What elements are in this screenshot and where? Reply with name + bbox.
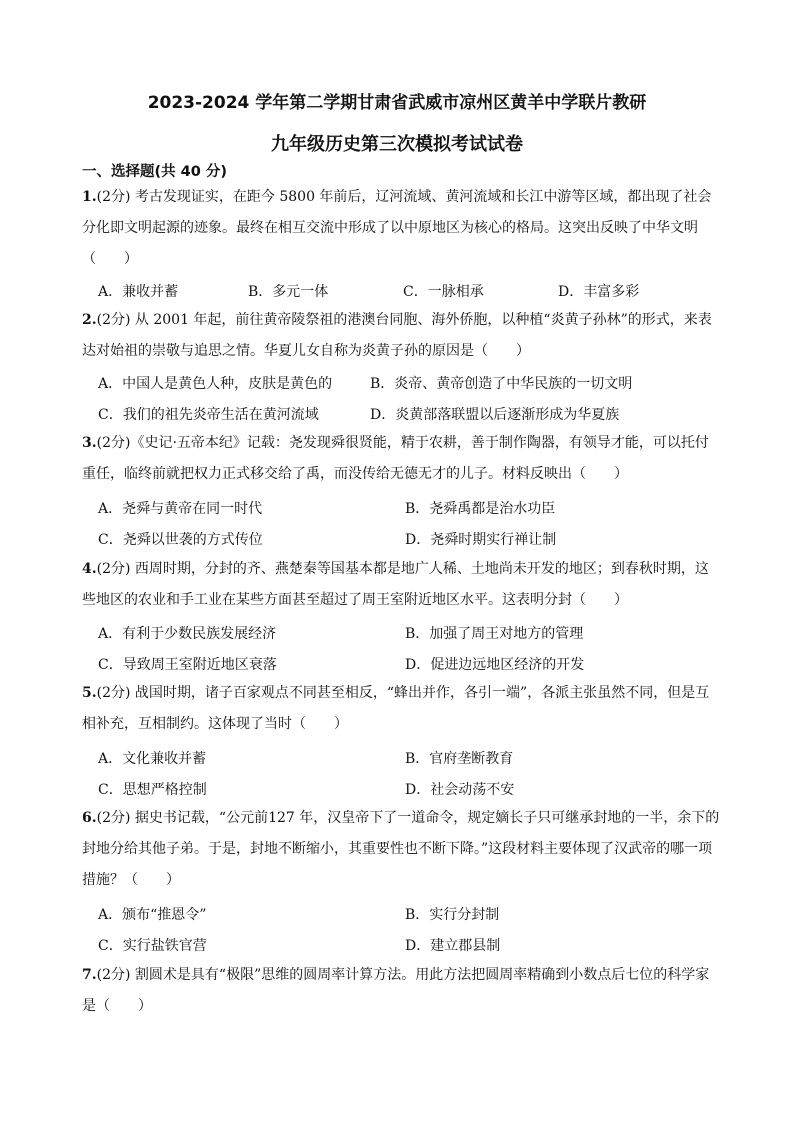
question-number: 3. [82, 435, 97, 451]
option-b: B．加强了周王对地方的管理 [405, 626, 584, 642]
option-c: C．思想严格控制 [98, 782, 207, 798]
question-2-options [98, 373, 718, 403]
question-text: (2分) 战国时期，诸子百家观点不同甚至相反，“蜂出并作，各引一端”，各派主张虽然不同，但是互相补充，互相制约。这体现了当时（ ） [82, 685, 710, 732]
question-5 [82, 678, 722, 740]
question-7 [82, 960, 722, 1022]
question-text: (2分)《史记·五帝本纪》记载：尧发现舜很贤能，精于农耕，善于制作陶器，有领导才能，可以托付重任，临终前就把权力正式移交给了禹，而没传给无德无才的儿子。材料反映出（ ） [82, 435, 709, 482]
option-a: A．兼收并蓄 [98, 284, 179, 300]
section-heading: 一、选择题(共 40 分) [82, 164, 228, 180]
option-d: D．丰富多彩 [558, 284, 640, 300]
option-c: C．尧舜以世袭的方式传位 [98, 532, 263, 548]
question-text: (2分) 据史书记载，“公元前127 年，汉皇帝下了一道命令，规定嫡长子只可继承封地的一半，余下的封地分给其他子弟。于是，封地不断缩小，其重要性也不断下降。”这段材料主要体现了汉武帝的哪一项措施？（ ） [82, 810, 720, 888]
option-b: B．炎帝、黄帝创造了中华民族的一切文明 [370, 376, 633, 392]
option-d: D．建立郡县制 [405, 938, 501, 954]
question-6-options [98, 904, 718, 934]
question-number: 7. [82, 967, 97, 983]
option-a: A．有利于少数民族发展经济 [98, 626, 277, 642]
option-d: D．社会动荡不安 [405, 782, 515, 798]
option-c: C．导致周王室附近地区衰落 [98, 657, 277, 673]
option-a: A．颁布“推恩令” [98, 907, 207, 923]
option-d: D．促进边远地区经济的开发 [405, 657, 585, 673]
option-b: B．实行分封制 [405, 907, 500, 923]
question-3-options [98, 498, 718, 528]
question-text: (2分) 考古发现证实，在距今 5800 年前后，辽河流域、黄河流域和长江中游等区域，都出现了社会分化即文明起源的迹象。最终在相互交流中形成了以中原地区为核心的格局。这突出反映了中华文明（ ） [82, 189, 712, 267]
question-text: (2分) 从 2001 年起，前往黄帝陵祭祖的港澳台同胞、海外侨胞，以种植“炎黄子孙林”的形式，来表达对始祖的崇敬与追思之情。华夏儿女自称为炎黄子孙的原因是（ ） [82, 312, 712, 359]
option-d: D．尧舜时期实行禅让制 [405, 532, 557, 548]
question-number: 6. [82, 810, 97, 826]
question-text: (2分) 割圆术是具有“极限”思维的圆周率计算方法。用此方法把圆周率精确到小数点后七位的科学家是（ ） [82, 967, 710, 1014]
question-number: 4. [82, 561, 97, 577]
question-6 [82, 803, 722, 896]
question-1 [82, 182, 722, 275]
option-b: B．尧舜禹都是治水功臣 [405, 501, 556, 517]
option-a: A．文化兼收并蓄 [98, 751, 207, 767]
option-a: A．尧舜与黄帝在同一时代 [98, 501, 263, 517]
exam-title-line1: 2023-2024 学年第二学期甘肃省武威市凉州区黄羊中学联片教研 [147, 93, 647, 113]
option-d: D．炎黄部落联盟以后逐渐形成为华夏族 [370, 407, 620, 423]
question-number: 2. [82, 312, 97, 328]
option-c: C．我们的祖先炎帝生活在黄河流域 [98, 407, 319, 423]
question-5-options [98, 748, 718, 778]
option-b: B．官府垄断教育 [405, 751, 514, 767]
option-c: C．一脉相承 [403, 284, 484, 300]
question-text: (2分) 西周时期，分封的齐、燕楚秦等国基本都是地广人稀、土地尚未开发的地区；到春秋时期，这些地区的农业和手工业在某些方面甚至超过了周王室附近地区水平。这表明分封（ ） [82, 561, 709, 608]
question-number: 5. [82, 685, 97, 701]
question-3 [82, 428, 722, 490]
question-4-options [98, 623, 718, 653]
option-b: B．多元一体 [248, 284, 329, 300]
option-c: C．实行盐铁官营 [98, 938, 207, 954]
question-4 [82, 554, 722, 616]
question-2 [82, 305, 722, 367]
exam-title-line2: 九年级历史第三次模拟考试试卷 [271, 134, 523, 155]
question-number: 1. [82, 189, 97, 205]
option-a: A．中国人是黄色人种，皮肤是黄色的 [98, 376, 333, 392]
